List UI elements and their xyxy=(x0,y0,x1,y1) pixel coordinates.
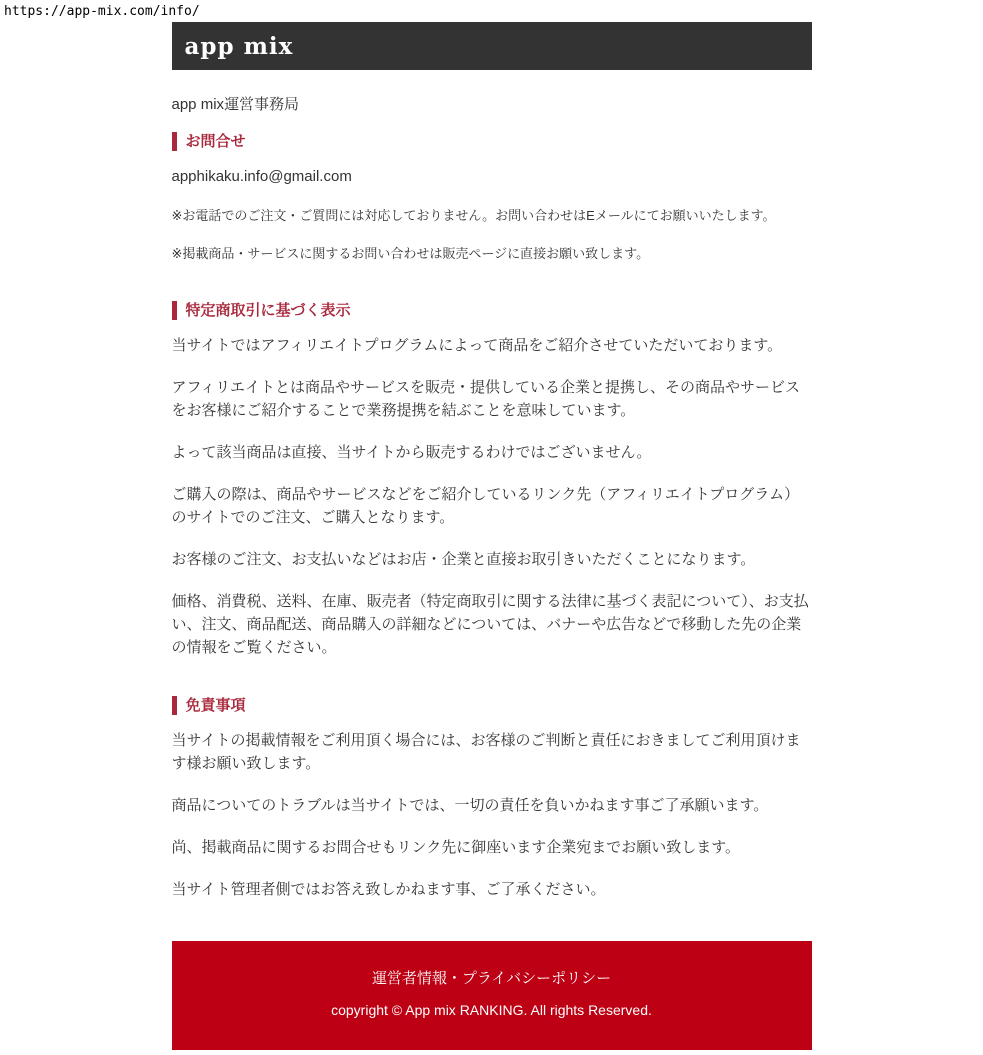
page-container xyxy=(172,22,812,1050)
disclaimer-paragraph: 尚、掲載商品に関するお問合せもリンク先に御座います企業宛までお願い致します。 xyxy=(171,839,741,856)
operator-name: app mix運営事務局 xyxy=(171,96,300,113)
contact-heading: お問合せ xyxy=(172,132,812,151)
contact-note: ※お電話でのご注文・ご質問には対応しておりません。お問い合わせはEメールにてお願いいたします。 xyxy=(171,208,776,223)
tokushoho-paragraph: よって該当商品は直接、当サイトから販売するわけではございません。 xyxy=(171,444,652,461)
tokushoho-paragraph: 価格、消費税、送料、在庫、販売者（特定商取引に関する法律に基づく表記について）、お支払い、注文、商品配送、商品購入の詳細などについては、バナーや広告などで移動した先の企業の情報をご覧ください。 xyxy=(171,593,809,656)
tokushoho-paragraph: 当サイトではアフィリエイトプログラムによって商品をご紹介させていただいております。 xyxy=(171,337,783,354)
disclaimer-paragraph: 商品についてのトラブルは当サイトでは、一切の責任を負いかねます事ご了承願います。 xyxy=(171,797,769,814)
tokushoho-heading: 特定商取引に基づく表示 xyxy=(172,301,812,320)
tokushoho-paragraph: お客様のご注文、お支払いなどはお店・企業と直接お取引きいただくことになります。 xyxy=(171,551,756,568)
tokushoho-paragraph: アフィリエイトとは商品やサービスを販売・提供している企業と提携し、その商品やサービスをお客様にご紹介することで業務提携を結ぶことを意味しています。 xyxy=(171,379,801,419)
contact-note: ※掲載商品・サービスに関するお問い合わせは販売ページに直接お願い致します。 xyxy=(171,246,650,261)
site-title[interactable]: app mix xyxy=(184,32,294,60)
site-header xyxy=(172,22,812,70)
tokushoho-paragraph: ご購入の際は、商品やサービスなどをご紹介しているリンク先（アフィリエイトプログラム）のサイトでのご注文、ご購入となります。 xyxy=(171,486,800,526)
site-footer xyxy=(172,941,812,1050)
disclaimer-paragraph: 当サイトの掲載情報をご利用頂く場合には、お客様のご判断と責任におきましてご利用頂けます様お願い致します。 xyxy=(171,732,801,772)
page-url: https://app-mix.com/info/ xyxy=(4,4,200,19)
disclaimer-heading: 免責事項 xyxy=(172,696,812,715)
copyright-text: copyright © App mix RANKING. All rights Reserved. xyxy=(331,1002,652,1018)
disclaimer-paragraph: 当サイト管理者側ではお答え致しかねます事、ご了承ください。 xyxy=(171,881,606,898)
privacy-policy-link[interactable]: 運営者情報・プライバシーポリシー xyxy=(371,970,612,987)
contact-email: apphikaku.info@gmail.com xyxy=(171,168,352,185)
